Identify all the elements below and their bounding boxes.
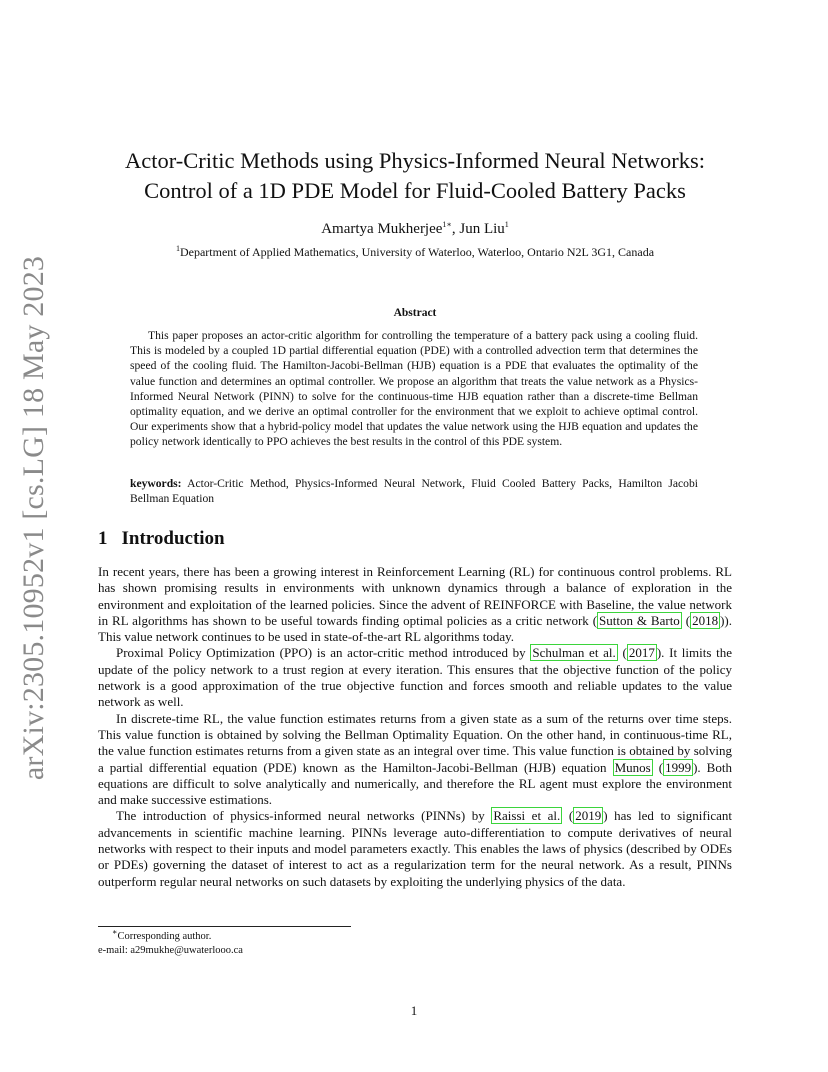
citation-year-link[interactable]: 1999: [665, 759, 692, 775]
title-line-1: Actor-Critic Methods using Physics-Informed Neural Networks:: [124, 148, 706, 173]
footnotes: [98, 927, 243, 957]
abstract-text: This paper proposes an actor-critic algorithm for controlling the temperature of a battery pack using a cooling fluid. This is modeled by a coupled 1D partial differential equation (PDE) with a controlled advection term that determines the speed of the cooling fluid. The Hamilton-Jacobi-Bellman (HJB) equation is a PDE that evaluates the optimality of the value function and determines an optimal controller. We propose an algorithm that treats the value network as a Physics-Informed Neural Network (PINN) to solve for the continuous-time HJB equation rather than a discrete-time Bellman optimality equation, and we derive an optimal controller for the environment that we exploit to achieve optimal control. Our experiments show that a hybrid-policy model that updates the value network using the HJB equation and updates the policy network identically to PPO achieves the best results in the control of this PDE system.: [130, 329, 698, 449]
author-name: Amartya Mukherjee: [321, 221, 443, 237]
affiliation: [98, 244, 732, 260]
citation-link[interactable]: Raissi et al.: [493, 808, 561, 824]
keywords: [130, 476, 698, 506]
arxiv-sidebar-stamp: [10, 255, 58, 781]
section-number: 1: [98, 528, 108, 549]
citation-link[interactable]: Munos: [614, 759, 651, 775]
abstract-heading: Abstract: [393, 307, 437, 319]
arxiv-identifier: arXiv:2305.10952v1 [cs.LG] 18 May 2023: [17, 255, 51, 781]
keywords-label: keywords:: [130, 477, 182, 490]
footnote-corresponding: [98, 927, 243, 944]
paragraph-text: (: [562, 808, 574, 824]
author-affiliation-mark: 1: [504, 220, 509, 229]
section-title: Introduction: [121, 528, 225, 549]
citation-link[interactable]: Sutton & Barto: [599, 612, 680, 628]
citation-year-link[interactable]: 2018: [692, 612, 719, 628]
footnote-divider: [98, 926, 351, 927]
paragraph: [98, 808, 732, 889]
paper-title: [98, 146, 732, 206]
paragraph: [98, 645, 732, 710]
author-list: [98, 219, 732, 239]
affiliation-mark: 1: [175, 244, 180, 253]
author-affiliation-mark: 1∗: [442, 220, 452, 229]
footnote-email: e-mail: a29mukhe@uwaterlooo.ca: [98, 944, 243, 956]
paragraph: [98, 711, 732, 809]
introduction-body: [98, 564, 732, 890]
author-separator: ,: [451, 221, 460, 237]
footnote-mark: ∗: [112, 927, 118, 937]
author-name: Jun Liu: [459, 221, 505, 237]
citation-year-link[interactable]: 2017: [628, 645, 655, 661]
section-heading: [98, 528, 225, 550]
citation-link[interactable]: Schulman et al.: [532, 645, 616, 661]
paragraph-text: The introduction of physics-informed neural networks (PINNs) by: [116, 808, 492, 824]
citation-year-link[interactable]: 2019: [575, 808, 602, 824]
page-number: 1: [410, 1003, 418, 1018]
paragraph-text: In recent years, there has been a growing interest in Reinforcement Learning (RL) for continuous control problems. RL has shown promising results in environments with unknown dynamics through a balance of exploration in the environment and exploitation of the learned policies. Since the advent of REINFORCE with Baseline, the value network in RL algorithms has shown to be useful towards finding optimal policies as a critic network (: [98, 564, 732, 628]
paragraph-text: (: [617, 645, 627, 661]
paragraph: [98, 564, 732, 645]
paragraph-text: Proximal Policy Optimization (PPO) is an actor-critic method introduced by: [116, 645, 531, 661]
paragraph-text: ). It limits the update of the policy network to a trust region at every iteration. This ensures that the objective function of the policy network is a good approximation of the true objective function and forces smooth and reliable updates to the value network as well.: [98, 645, 732, 710]
footnote-text: Corresponding author.: [117, 931, 212, 942]
affiliation-text: Department of Applied Mathematics, University of Waterloo, Waterloo, Ontario N2L 3G1, Canada: [179, 245, 655, 259]
paragraph-text: ). Both equations are difficult to solve analytically and numerically, and therefore the RL agent must explore the environment and make successive estimations.: [98, 759, 732, 808]
paragraph-text: (: [652, 759, 664, 775]
title-line-2: Control of a 1D PDE Model for Fluid-Cooled Battery Packs: [144, 178, 686, 203]
paragraph-text: (: [681, 612, 691, 628]
keywords-text: Actor-Critic Method, Physics-Informed Neural Network, Fluid Cooled Battery Packs, Hamilton Jacobi Bellman Equation: [130, 477, 698, 506]
paragraph-text: ) has led to significant advancements in scientific machine learning. PINNs leverage auto-differentiation to compute derivatives of neural networks with respect to their inputs and model parameters exactly. This enables the laws of physics (described by ODEs or PDEs) governing the dataset of interest to act as a regularization term for the neural network. As a result, PINNs outperform regular neural networks on such datasets by exploiting the underlying physics of the data.: [98, 808, 732, 889]
paragraph-text: )). This value network continues to be used in state-of-the-art RL algorithms today.: [98, 612, 732, 645]
paragraph-text: In discrete-time RL, the value function estimates returns from a given state as a sum of the returns over time steps. This value function is obtained by solving the Bellman Optimality Equation. On the other hand, in continuous-time RL, the value function estimates returns from a given state as an integral over time. This value function is obtained by solving a partial differential equation (PDE) known as the Hamilton-Jacobi-Bellman (HJB) equation: [98, 710, 732, 775]
